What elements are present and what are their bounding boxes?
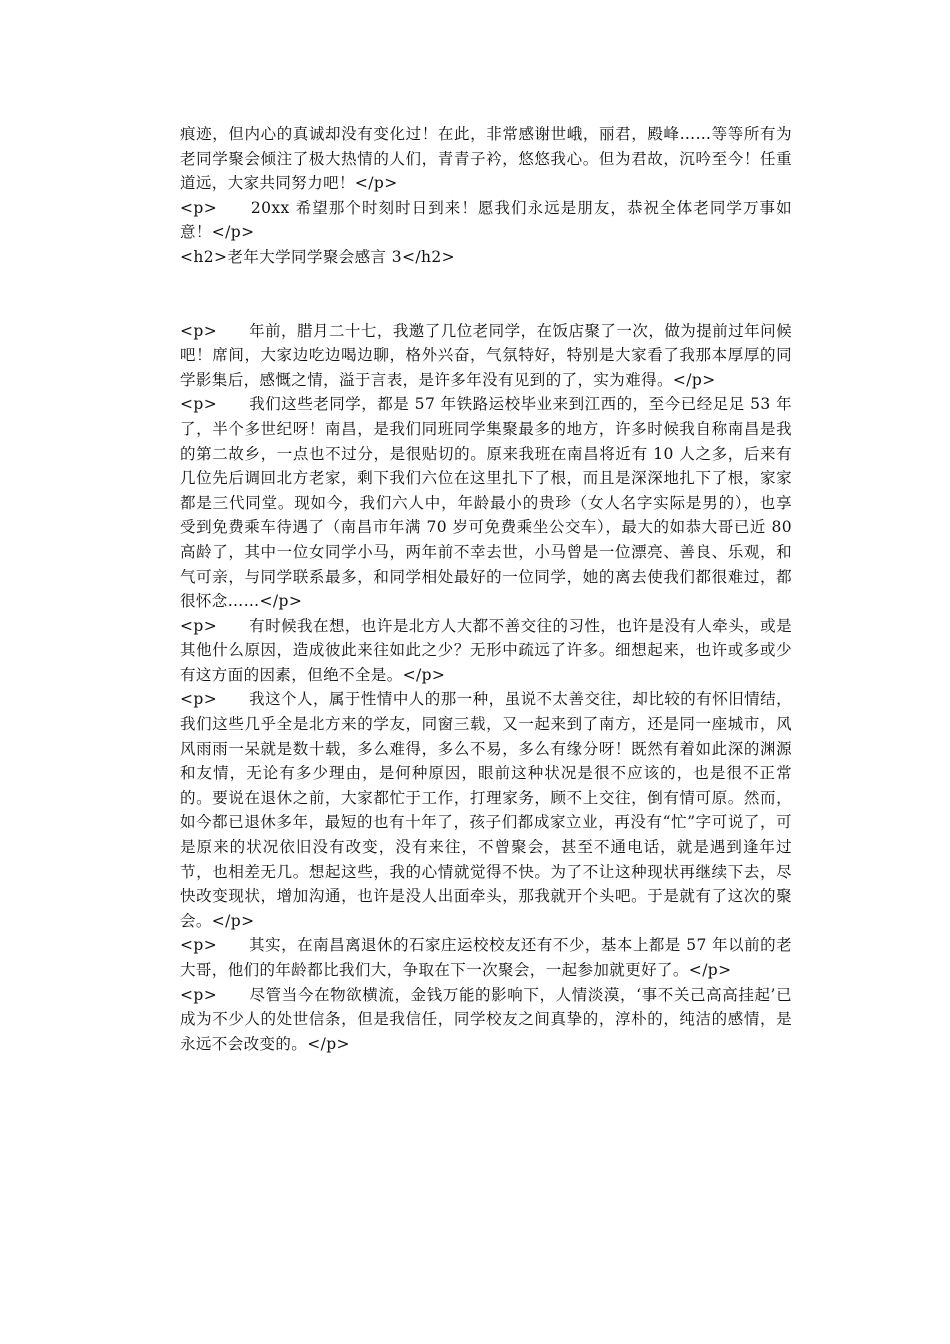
paragraph-continuation: 痕迹，但内心的真诚却没有变化过！在此，非常感谢世峨，丽君，殿峰……等等所有为老同学聚会倾注了极大热情的人们，青青子衿，悠悠我心。但为君故，沉吟至今！任重道远，大家共同努力吧！</p> bbox=[180, 125, 792, 193]
section-gap bbox=[180, 270, 792, 319]
paragraph-wish: <p> 20xx 希望那个时刻时日到来！愿我们永远是朋友，恭祝全体老同学万事如意！</p> bbox=[180, 198, 792, 242]
paragraph-personality: <p> 我这个人，属于性情中人的那一种，虽说不太善交往，却比较的有怀旧情结，我们这些几乎全是北方来的学友，同窗三载，又一起来到了南方，还是同一座城市，风风雨雨一呆就是数十载，多么难得，多么不易，多么有缘分呀！既然有着如此深的渊源和友情，无论有多少理由，是何种原因，眼前这种状况是很不应该的，也是很不正常的。要说在退休之前，大家都忙于工作，打理家务，顾不上交往，倒有情可原。然而，如今都已退休多年，最短的也有十年了，孩子们都成家立业，再没有“忙”字可说了，可是原来的状况依旧没有改变，没有来往，不曾聚会，甚至不通电话，就是遇到逢年过节，也相差无几。想起这些，我的心情就觉得不快。为了不让这种现状再继续下去，尽快改变现状，增加沟通，也许是没人出面牵头，那我就开个头吧。于是就有了这次的聚会。</p> bbox=[180, 690, 792, 930]
paragraph-classmates: <p> 我们这些老同学，都是 57 年铁路运校毕业来到江西的，至今已经足足 53 年了，半个多世纪呀！南昌，是我们同班同学集聚最多的地方，许多时候我自称南昌是我的第二故乡，一点也不过分，是很贴切的。原来我班在南昌将近有 10 人之多，后来有几位先后调回北方老家，剩下我们六位在这里扎下了根，而且是深深地扎下了根，家家都是三代同堂。现如今，我们六人中，年龄最小的贵珍（女人名字实际是男的），也享受到免费乘车待遇了（南昌市年满 70 岁可免费乘坐公交车），最大的如恭大哥已近 80 高龄了，其中一位女同学小马，两年前不幸去世，小马曾是一位漂亮、善良、乐观，和气可亲，与同学联系最多，和同学相处最好的一位同学，她的离去使我们都很难过，都很怀念……</p> bbox=[180, 395, 798, 611]
paragraph-gathering: <p> 年前，腊月二十七，我邀了几位老同学，在饭店聚了一次，做为提前过年问候吧！席间，大家边吃边喝边聊，格外兴奋，气氛特好，特别是大家看了我那本厚厚的同学影集后，感慨之情，溢于言表，是许多年没有见到的了，实为难得。</p> bbox=[180, 321, 792, 389]
section-heading: <h2>老年大学同学聚会感言 3</h2> bbox=[180, 247, 456, 266]
paragraph-closing: <p> 尽管当今在物欲横流，金钱万能的影响下，人情淡漠，‘事不关己高高挂起’已成为不少人的处世信条，但是我信任，同学校友之间真挚的，淳朴的，纯洁的感情，是永远不会改变的。</p> bbox=[180, 985, 792, 1053]
paragraph-reflection: <p> 有时候我在想，也许是北方人大都不善交往的习性，也许是没有人牵头，或是其他什么原因，造成彼此来往如此之少？无形中疏远了许多。细想起来，也许或多或少有这方面的因素，但绝不全是。</p> bbox=[180, 616, 792, 684]
document-body bbox=[180, 122, 798, 1056]
paragraph-alumni: <p> 其实，在南昌离退休的石家庄运校校友还有不少，基本上都是 57 年以前的老大哥，他们的年龄都比我们大，争取在下一次聚会，一起参加就更好了。</p> bbox=[180, 936, 792, 979]
